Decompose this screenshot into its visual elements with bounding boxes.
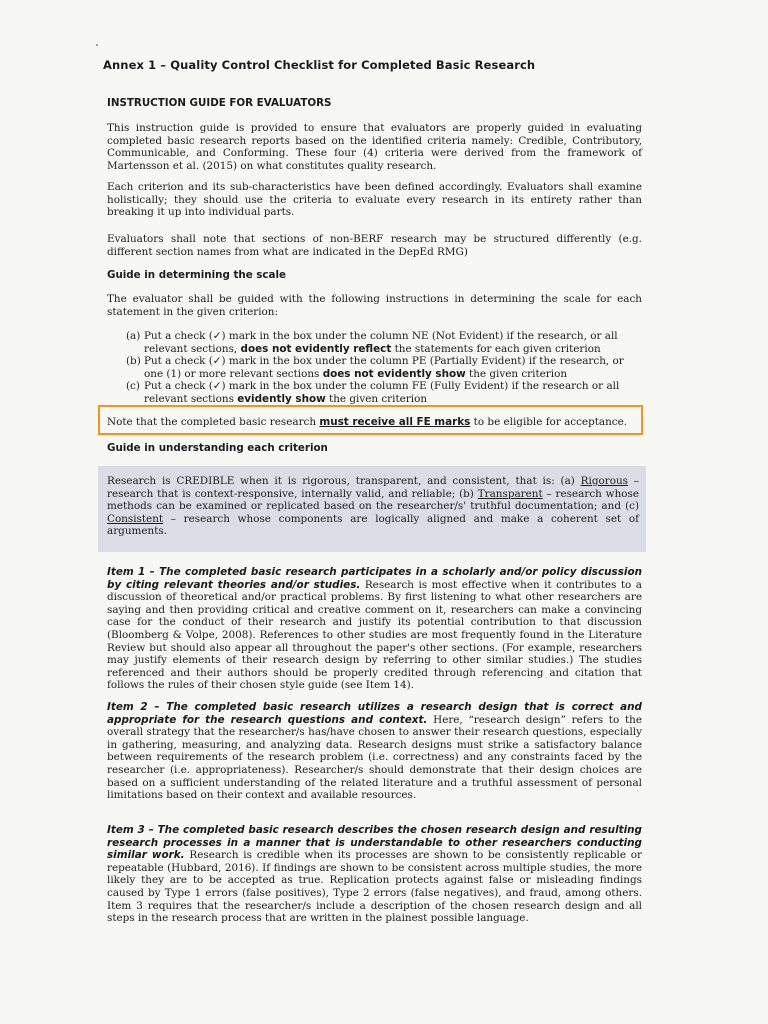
item-2-paragraph: Item 2 – The completed basic research utilizes a research design that is correct and appropriate for the research questions and context. Here, “research design” refers to the overall strategy that the researcher/s has/have chosen to answer their research questions, especially in gathering, measuring, and analyzing data. Research designs must strike a satisfactory balance between requirements of the research problem (i.e. correctness) and any constraints faced by the researcher (i.e. appropriateness). Researcher/s should demonstrate that their design choices are based on a sufficient understanding of the related literature and a truthful assessment of personal limitations based on their context and available resources. xyxy=(107,701,642,802)
scale-item-marker: (a) xyxy=(126,330,141,342)
scale-item-a xyxy=(126,330,642,355)
scale-item-marker: (b) xyxy=(126,355,141,368)
intro-paragraph-1: This instruction guide is provided to ensure that evaluators are properly guided in evaluating completed basic research reports based on the identified criteria namely: Credible, Contributory, Communicable, and Conforming. These four (4) criteria were derived from the framework of Martensson et al. (2015) on what constitutes quality research. xyxy=(107,122,642,172)
item-3-paragraph: Item 3 – The completed basic research describes the chosen research design and resulting research processes in a manner that is understandable to other researchers conducting similar work. Research is credible when its processes are shown to be consistently replicable or repeatable (Hubbard, 2016). If findings are shown to be consistent across multiple studies, the more likely they are to be accepted as true. Replication protects against false or misleading findings caused by Type 1 errors (false positives), Type 2 errors (false negatives), and fraud, among others. Item 3 requires that the researcher/s include a description of the chosen research design and all steps in the research process that are written in the plainest possible language. xyxy=(107,824,643,925)
acceptance-note: Note that the completed basic research must receive all FE marks to be eligible for acceptance. xyxy=(107,416,628,428)
scale-item-text: Put a check (✓) mark in the box under the column FE (Fully Evident) if the research or all relevant sections evidently show the given criterion xyxy=(144,380,620,405)
scale-item-text: Put a check (✓) mark in the box under the column NE (Not Evident) if the research, or all relevant sections, does not evidently reflect the statements for each given criterion xyxy=(144,330,618,355)
scale-item-c xyxy=(126,380,642,405)
scan-speck xyxy=(96,44,98,46)
intro-paragraph-2: Each criterion and its sub-characteristics have been defined accordingly. Evaluators shall examine holistically; they should use the criteria to evaluate every research in its entirety rather than breaking it up into individual parts. xyxy=(107,181,642,219)
credible-definition: Research is CREDIBLE when it is rigorous, transparent, and consistent, that is: (a) Rigorous – research that is context-responsive, internally valid, and reliable; (b) Transparent – research whose methods can be examined or replicated based on the researcher/s' truthful documentation; and (c) Consistent – research whose components are logically aligned and make a coherent set of arguments. xyxy=(107,475,640,538)
item-1-paragraph: Item 1 – The completed basic research participates in a scholarly and/or policy discussion by citing relevant theories and/or studies. Research is most effective when it contributes to a discussion of theoretical and/or practical problems. By first listening to what other researchers are saying and then providing critical and creative comment on it, researchers can make a convincing case for the conduct of their research and justify its potential contribution to that discussion (Bloomberg & Volpe, 2008). References to other studies are most frequently found in the Literature Review but should also appear all throughout the paper's other sections. (For example, researchers may justify elements of their research design by referring to other similar studies.) The studies referenced and their authors should be properly credited through referencing and citation that follows the rules of their chosen style guide (see Item 14). xyxy=(107,566,642,692)
scale-intro: The evaluator shall be guided with the following instructions in determining the scale for each statement in the given criterion: xyxy=(107,293,642,318)
annex-title: Annex 1 – Quality Control Checklist for Completed Basic Research xyxy=(103,58,536,72)
scale-item-marker: (c) xyxy=(126,380,140,393)
intro-paragraph-3: Evaluators shall note that sections of non-BERF research may be structured differently (e.g. different section names from what are indicated in the DepEd RMG) xyxy=(107,233,642,258)
criterion-heading: Guide in understanding each criterion xyxy=(107,442,328,454)
scale-list xyxy=(126,330,642,406)
scale-item-b xyxy=(126,355,642,380)
scale-item-text: Put a check (✓) mark in the box under the column PE (Partially Evident) if the research, or one (1) or more relevant sections does not evidently show the given criterion xyxy=(144,355,624,380)
scale-heading: Guide in determining the scale xyxy=(107,269,286,281)
instruction-heading: INSTRUCTION GUIDE FOR EVALUATORS xyxy=(107,97,332,109)
